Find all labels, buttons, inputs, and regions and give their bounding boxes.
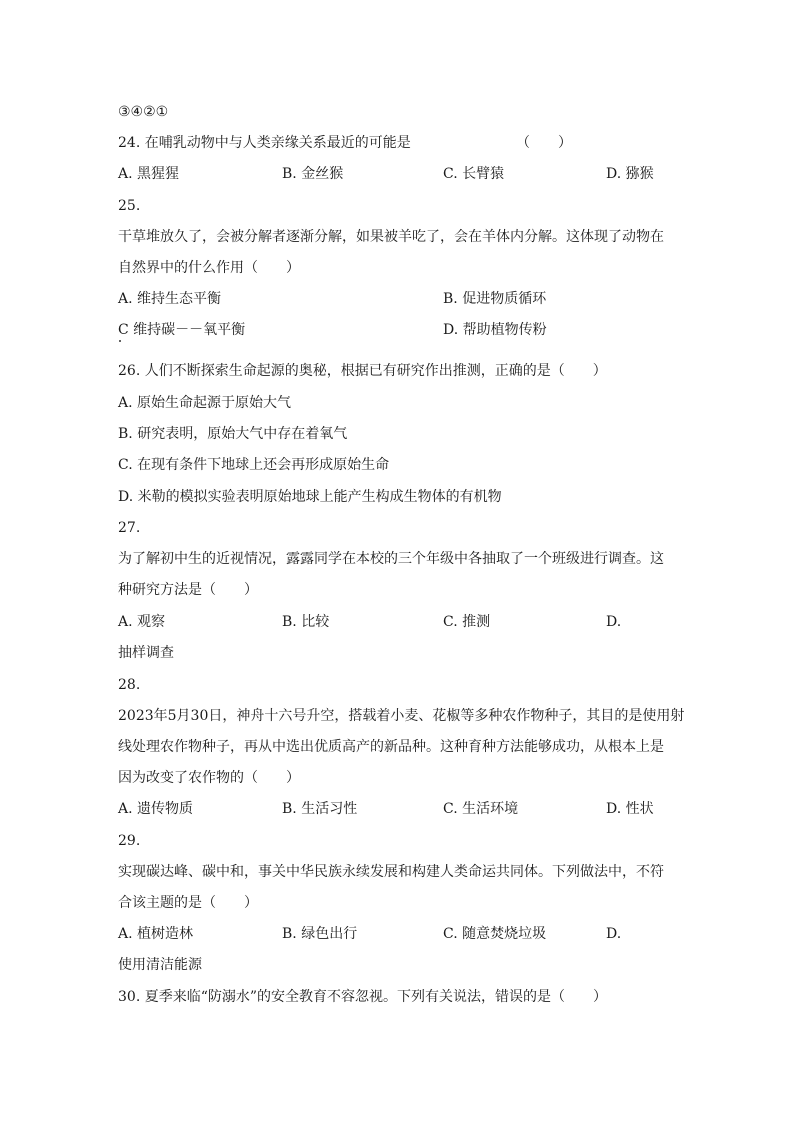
q29-option-d-label: D. (606, 926, 622, 942)
q29-option-d-text: 使用清洁能源 (118, 957, 202, 973)
q24-option-c: C. 长臂猿 (443, 166, 505, 182)
q25-option-b: B. 促进物质循环 (443, 291, 547, 307)
stray-dot-mark (119, 340, 121, 342)
q27-option-a: A. 观察 (118, 614, 166, 630)
q25-option-d: D. 帮助植物传粉 (443, 322, 547, 338)
q29-option-b: B. 绿色出行 (282, 926, 358, 942)
previous-answer: ③④②① (118, 104, 169, 120)
q27-stem-line-1: 为了解初中生的近视情况，露露同学在本校的三个年级中各抽取了一个班级进行调查。这 (118, 551, 664, 567)
q25-stem-line-2: 自然界中的什么作用（ ） (118, 260, 300, 276)
q26-stem: 26. 人们不断探索生命起源的奥秘，根据已有研究作出推测，正确的是（ ） (118, 363, 607, 379)
q28-stem-line-2: 线处理农作物种子，再从中选出优质高产的新品种。这种育种方法能够成功，从根本上是 (118, 739, 664, 755)
q26-option-d: D. 米勒的模拟实验表明原始地球上能产生构成生物体的有机物 (118, 489, 502, 505)
q26-option-a: A. 原始生命起源于原始大气 (118, 395, 292, 411)
q24-stem: 24. 在哺乳动物中与人类亲缘关系最近的可能是 (118, 135, 411, 151)
q25-option-c: C 维持碳－－氧平衡 (118, 322, 246, 338)
q30-stem: 30. 夏季来临“防溺水”的安全教育不容忽视。下列有关说法，错误的是（ ） (118, 989, 608, 1005)
q29-option-a: A. 植树造林 (118, 926, 194, 942)
q27-option-d-text: 抽样调查 (118, 645, 174, 661)
q24-option-d: D. 猕猴 (606, 166, 654, 182)
q28-option-d: D. 性状 (606, 801, 654, 817)
q27-option-b: B. 比较 (282, 614, 330, 630)
q28-number: 28. (118, 677, 141, 693)
q28-stem-line-3: 因为改变了农作物的（ ） (118, 770, 300, 786)
q29-option-c: C. 随意焚烧垃圾 (443, 926, 547, 942)
q29-stem-line-1: 实现碳达峰、碳中和，事关中华民族永续发展和构建人类命运共同体。下列做法中，不符 (118, 864, 664, 880)
q28-stem-line-1: 2023年5月30日，神舟十六号升空，搭载着小麦、花椒等多种农作物种子，其目的是使用射 (118, 708, 685, 724)
q27-option-c: C. 推测 (443, 614, 491, 630)
q26-option-c: C. 在现有条件下地球上还会再形成原始生命 (118, 457, 390, 473)
q29-number: 29. (118, 833, 141, 849)
q27-number: 27. (118, 520, 141, 536)
q25-stem-line-1: 干草堆放久了，会被分解者逐渐分解，如果被羊吃了，会在羊体内分解。这体现了动物在 (118, 229, 664, 245)
q27-option-d-label: D. (606, 614, 622, 630)
q25-number: 25. (118, 198, 141, 214)
q29-stem-line-2: 合该主题的是（ ） (118, 895, 258, 911)
q28-option-a: A. 遗传物质 (118, 801, 194, 817)
q24-blank: （ ） (516, 135, 572, 151)
q27-stem-line-2: 种研究方法是（ ） (118, 582, 258, 598)
q28-option-c: C. 生活环境 (443, 801, 519, 817)
q28-option-b: B. 生活习性 (282, 801, 358, 817)
q24-option-b: B. 金丝猴 (282, 166, 344, 182)
q24-option-a: A. 黑猩猩 (118, 166, 180, 182)
q26-option-b: B. 研究表明，原始大气中存在着氧气 (118, 426, 348, 442)
q25-option-a: A. 维持生态平衡 (118, 291, 222, 307)
